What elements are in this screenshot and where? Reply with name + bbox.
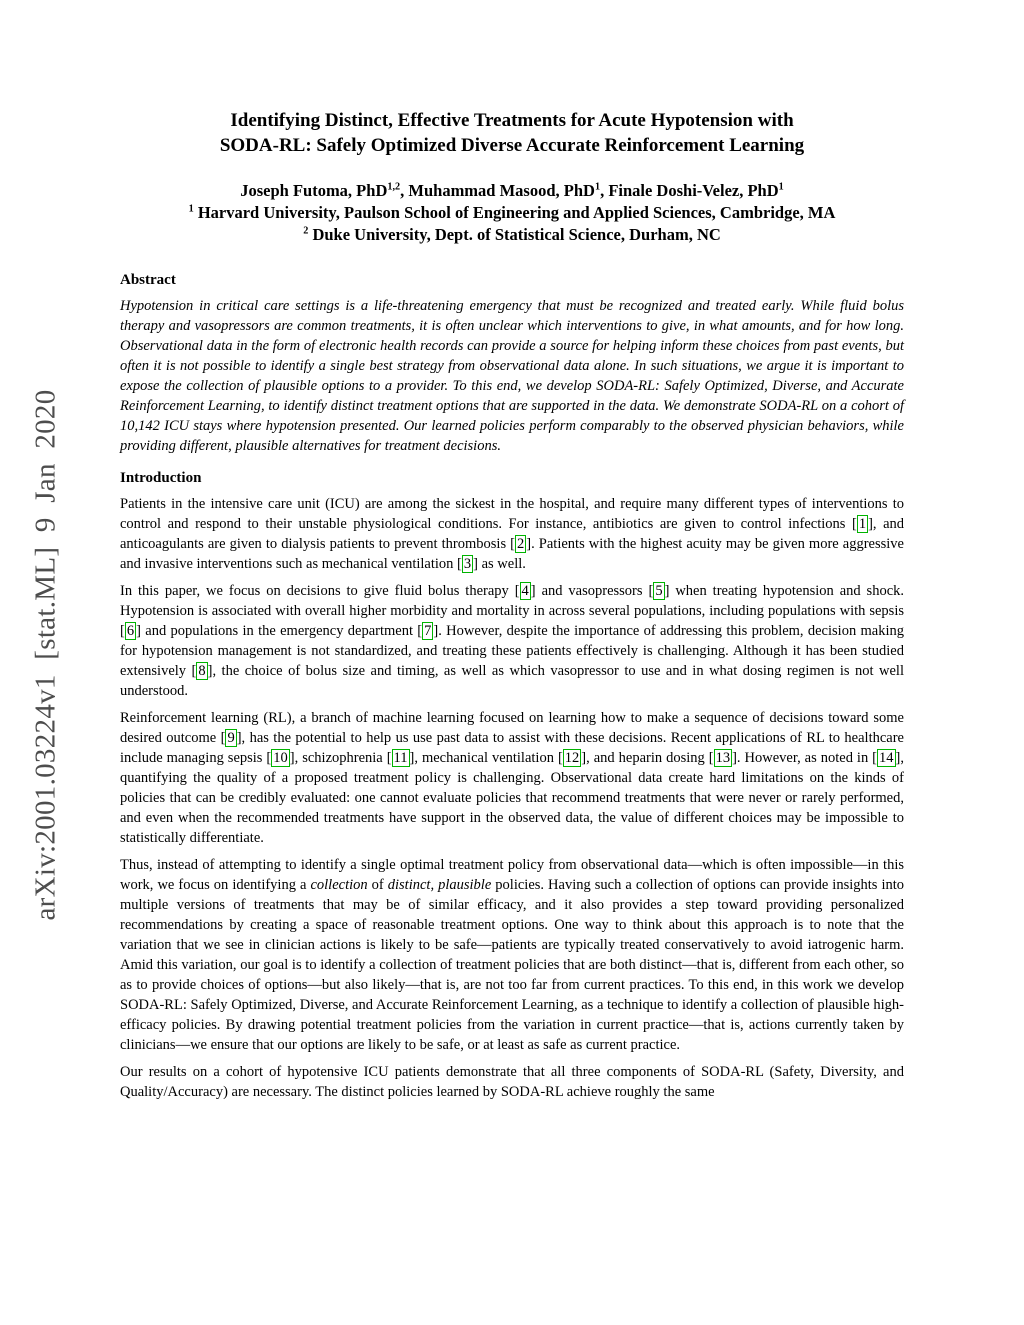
abstract-text: Hypotension in critical care settings is a life-threatening emergency that must be recognized and treated early. While fluid bolus therapy and vasopressors are common treatments, it is often unclear which interventions to give, in what amounts, and for how long. Observational data in the form of electronic health records can provide a source for helping inform these choices from past events, but often it is not possible to identify a single best strategy from observational data alone. In such situations, we argue it is important to expose the collection of plausible options to a provider. To this end, we develop SODA-RL: Safely Optimized, Diverse, and Accurate Reinforcement Learning, to identify distinct treatment options that are supported in the data. We demonstrate SODA-RL on a cohort of 10,142 ICU stays where hypotension presented. Our learned policies perform comparably to the observed physician behaviors, while providing different, plausible alternatives for treatment decisions. [120, 298, 904, 454]
citation-link[interactable]: 1 [858, 516, 867, 532]
paper-title [120, 108, 904, 158]
citation-link[interactable]: 8 [198, 663, 206, 679]
paragraph: Reinforcement learning (RL), a branch of machine learning focused on learning how to make a sequence of decisions toward some desired outcome [ 9 ], has the potential to help us use past data to assist with these decisions. Recent applications of RL to healthcare include managing sepsis [ 10 ], schizophrenia [ 11 ], mechanical ventilation [ 12 ], and heparin dosing [ 13 ]. However, as noted in [ 14 ], quantifying the quality of a proposed treatment policy is challenging. Observational data create hard limitations on the kinds of policies that can be credibly evaluated: one cannot evaluate policies that recommend treatments that were never or rarely performed, and even when the recommended treatments have support in the observed data, the value of different choices may be impossible to statistically differentiate. [120, 710, 904, 846]
emphasis-text: distinct, plausible [387, 877, 492, 893]
citation-link[interactable]: 3 [463, 556, 472, 572]
arxiv-watermark: arXiv:2001.03224v1 [stat.ML] 9 Jan 2020 [29, 389, 62, 921]
paragraph: In this paper, we focus on decisions to give fluid bolus therapy [ 4 ] and vasopressors [ 5 ] when treating hypotension and shock. Hypotension is associated with overall higher morbidity and mortality in across several populations, including populations with sepsis [ 6 ] and populations in the emergency department [ 7 ]. However, despite the importance of addressing this problem, decision making for hypotension management is not standardized, and treating these patients effectively is challenging. Although it has been studied extensively [ 8 ], the choice of bolus size and timing, as well as which vasopressor to use and in what dosing regimen is not well understood. [120, 583, 905, 699]
affiliation-line: $^1$ Harvard University, Paulson School of Engineering and Applied Sciences, Cambridge, MA [188, 203, 836, 222]
paragraph: Thus, instead of attempting to identify a single optimal treatment policy from observational data—which is often impossible—in this work, we focus on identifying a collection of distinct, plausible policies. Having such a collection of options can provide insights into multiple versions of treatments that may be of similar efficacy, and it also provides a step toward providing personalized recommendations by creating a space of reasonable treatment options. One way to think about this approach is to note that the variation that we see in clinician actions is likely to be safe—patients are typically treated conservatively to avoid iatrogenic harm. Amid this variation, our goal is to identify a collection of treatment policies that are both distinct—that is, different from each other, so as to provide choices of options—but also likely—that is, are not too far from current practices. To this end, in this work we develop SODA-RL: Safely Optimized, Diverse, and Accurate Reinforcement Learning, as a technique to identify a collection of plausible high-efficacy policies. By drawing potential treatment policies from the variation in current practice—that is, actions currently taken by clinicians—we ensure that our options are likely to be safe, or at least as safe as current practice. [120, 857, 905, 1053]
superscript-marker: 2 [303, 225, 309, 237]
abstract-heading: Abstract [120, 272, 176, 288]
emphasis-text: collection [310, 877, 368, 893]
citation-link[interactable]: 4 [521, 583, 529, 599]
citation-link[interactable]: 11 [393, 750, 408, 766]
paragraph: Our results on a cohort of hypotensive ICU patients demonstrate that all three components of SODA-RL (Safety, Diversity, and Quality/Accuracy) are necessary. The distinct policies learned by SODA-RL achieve roughly the same [120, 1064, 904, 1100]
introduction-heading: Introduction [120, 470, 202, 486]
affiliations [120, 202, 904, 246]
affiliation-line: $^2$ Duke University, Dept. of Statistical Science, Durham, NC [303, 225, 721, 244]
citation-link[interactable]: 5 [655, 583, 663, 599]
citation-link[interactable]: 10 [273, 750, 288, 766]
citation-link[interactable]: 14 [879, 750, 894, 766]
paragraph: Patients in the intensive care unit (ICU) are among the sickest in the hospital, and require many different types of interventions to control and respond to their unstable physiological conditions. For instance, antibiotics are given to control infections [ 1 ], and anticoagulants are given to dialysis patients to prevent thrombosis [ 2 ]. Patients with the highest acuity may be given more aggressive and invasive interventions such as mechanical ventilation [ 3 ] as well. [120, 496, 905, 572]
authors-line: Joseph Futoma, PhD$^{1,2}$, Muhammad Masood, PhD$^1$, Finale Doshi-Velez, PhD$^1$ [240, 181, 784, 200]
citation-link[interactable]: 7 [424, 623, 432, 639]
paper-page [120, 108, 904, 1109]
superscript-marker: 1 [188, 203, 194, 215]
introduction-body [120, 494, 904, 1102]
paper-title-line-2: SODA-RL: Safely Optimized Diverse Accurate Reinforcement Learning [219, 135, 805, 156]
superscript-marker: 1 [778, 181, 784, 193]
superscript-marker: 1,2 [387, 181, 401, 193]
superscript-marker: 1 [594, 181, 601, 193]
citation-link[interactable]: 6 [126, 623, 135, 639]
citation-link[interactable]: 12 [564, 750, 580, 766]
citation-link[interactable]: 2 [517, 536, 525, 552]
citation-link[interactable]: 13 [715, 750, 731, 766]
citation-link[interactable]: 9 [227, 730, 235, 746]
paper-title-line-1: Identifying Distinct, Effective Treatments for Acute Hypotension with [230, 110, 794, 131]
